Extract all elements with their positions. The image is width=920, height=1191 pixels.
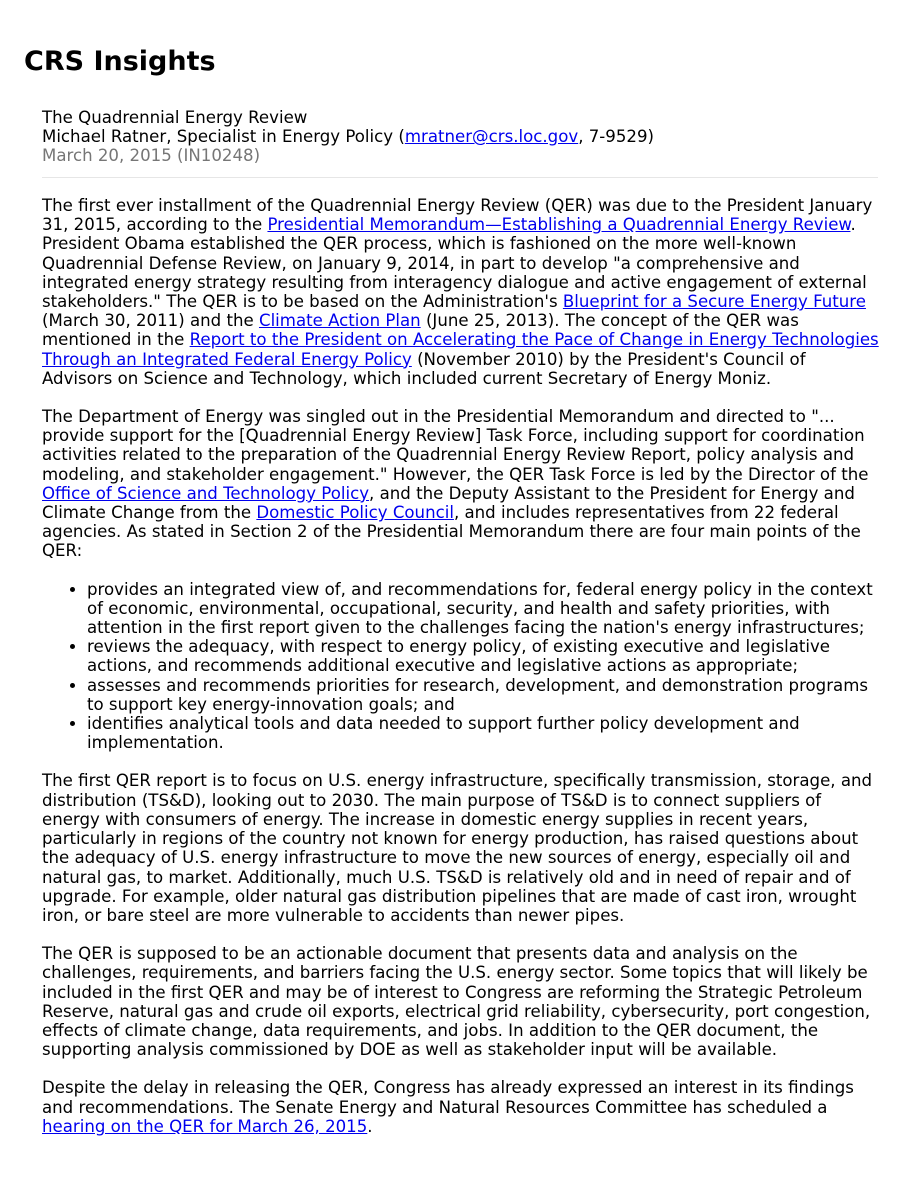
paragraph-text: (June 25, 2013). The concept of the QER was mentioned in the — [42, 311, 799, 350]
insight-title: The Quadrennial Energy Review — [42, 108, 308, 127]
paragraph-text: The first ever installment of the Quadrennial Energy Review (QER) was due to the President January 31, 2015, according to the — [42, 196, 873, 235]
publication-date: March 20, 2015 (IN10248) — [42, 146, 261, 166]
list-item: • reviews the adequacy, with respect to energy policy, of existing executive and legislative actions, and recommends additional executive and legislative actions as appropriate; — [87, 637, 880, 675]
pcast-report-link[interactable]: Report to the President on Accelerating the Pace of Change in Energy Technologies Through an Integrated Federal Energy Policy — [42, 330, 879, 369]
list-item: • identifies analytical tools and data needed to support further policy development and implementation. — [87, 714, 880, 752]
ostp-link[interactable]: Office of Science and Technology Policy — [42, 483, 370, 503]
author-email-link[interactable]: mratner@crs.loc.gov — [404, 127, 579, 147]
qer-points-list — [42, 580, 880, 753]
paragraph-text: , and includes representatives from 22 federal agencies. As stated in Section 2 of the Presidential Memorandum there are four main points of the QER: — [42, 503, 861, 561]
insight-header — [42, 108, 878, 166]
paragraph-text: , and the Deputy Assistant to the President for Energy and Climate Change from the — [42, 483, 855, 523]
paragraph-text: The Department of Energy was singled out in the Presidential Memorandum and directed to "... provide support for the [Quadrennial Energy Review] Task Force, including support for coordination activities related to the preparation of the Quadrennial Energy Review Report, policy analysis and modeling, and stakeholder engagement." However, the QER Task Force is led by the Director of the — [42, 407, 869, 484]
author-name: Michael Ratner, Specialist in Energy Policy ( — [42, 127, 405, 147]
list-item: • assesses and recommends priorities for research, development, and demonstration programs to support key energy-innovation goals; and — [87, 676, 880, 714]
climate-action-plan-link[interactable]: Climate Action Plan — [258, 311, 421, 331]
presidential-memorandum-link[interactable]: Presidential Memorandum—Establishing a Quadrennial Energy Review — [267, 215, 851, 235]
article-body — [42, 196, 880, 1155]
paragraph-text: (March 30, 2011) and the — [42, 311, 259, 331]
author-line — [42, 127, 878, 146]
paragraph-text: Despite the delay in releasing the QER, Congress has already expressed an interest in its findings and recommendations. The Senate Energy and Natural Resources Committee has scheduled a — [42, 1078, 854, 1117]
paragraph-2 — [42, 407, 880, 561]
paragraph-3: The first QER report is to focus on U.S. energy infrastructure, specifically transmission, storage, and distribution (TS&D), looking out to 2030. The main purpose of TS&D is to connect suppliers of energy with consumers of energy. The increase in domestic energy supplies in recent years, particularly in regions of the country not known for energy production, has raised questions about the adequacy of U.S. energy infrastructure to move the new sources of energy, especially oil and natural gas, to market. Additionally, much U.S. TS&D is relatively old and in need of repair and of upgrade. For example, older natural gas distribution pipelines that are made of cast iron, wrought iron, or bare steel are more vulnerable to accidents than newer pipes. — [42, 771, 873, 925]
domestic-policy-council-link[interactable]: Domestic Policy Council — [256, 503, 454, 523]
paragraph-4: The QER is supposed to be an actionable document that presents data and analysis on the challenges, requirements, and barriers facing the U.S. energy sector. Some topics that will likely be included in the first QER and may be of interest to Congress are reforming the Strategic Petroleum Reserve, natural gas and crude oil exports, electrical grid reliability, cybersecurity, port congestion, effects of climate change, data requirements, and jobs. In addition to the QER document, the supporting analysis commissioned by DOE as well as stakeholder input will be available. — [42, 944, 871, 1060]
author-phone: , 7-9529) — [578, 127, 654, 147]
site-title: CRS Insights — [24, 46, 216, 77]
senate-hearing-link[interactable]: hearing on the QER for March 26, 2015 — [42, 1116, 368, 1136]
paragraph-text: (November 2010) by the President's Council of Advisors on Science and Technology, which included current Secretary of Energy Moniz. — [42, 349, 806, 388]
header-divider — [42, 177, 878, 178]
paragraph-text: . — [367, 1116, 373, 1136]
list-item: • provides an integrated view of, and recommendations for, federal energy policy in the context of economic, environmental, occupational, security, and health and safety priorities, with attention in the first report given to the challenges facing the nation's energy infrastructures; — [87, 580, 880, 638]
blueprint-link[interactable]: Blueprint for a Secure Energy Future — [562, 292, 866, 312]
paragraph-text: . President Obama established the QER process, which is fashioned on the more well-known Quadrennial Defense Review, on January 9, 2014, in part to develop "a comprehensive and integrated energy strategy resulting from interagency dialogue and active engagement of external stakeholders." The QER is to be based on the Administration's — [42, 215, 867, 312]
paragraph-1 — [42, 196, 880, 388]
paragraph-5 — [42, 1078, 880, 1136]
